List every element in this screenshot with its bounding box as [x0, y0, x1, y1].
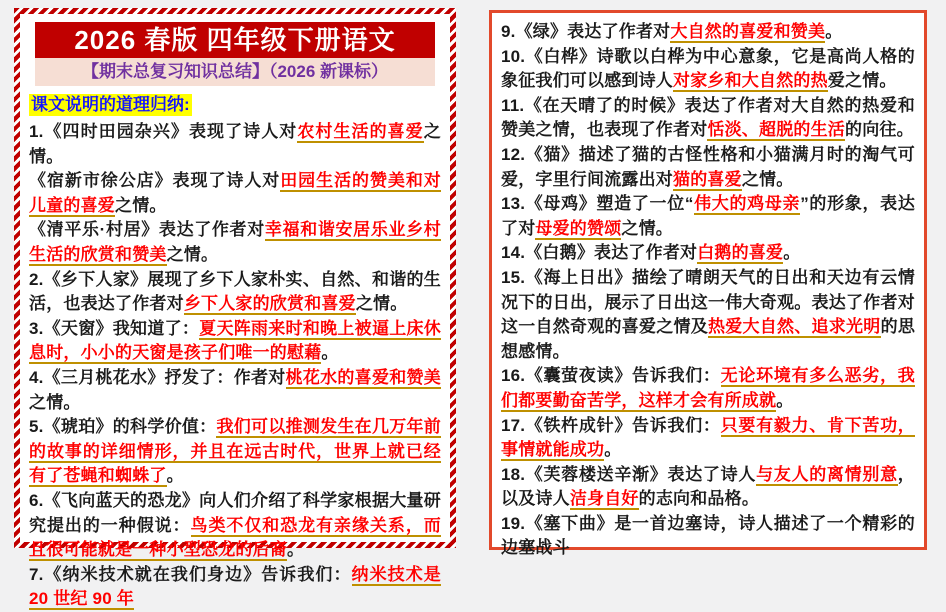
body-text: 的志向和品格。 [638, 489, 760, 509]
emphasized-answer-text: 伟大的鸡母亲 [693, 194, 801, 214]
emphasized-answer-text: 与友人的离情别意 [756, 464, 898, 484]
emphasized-answer-text: 我们可以推测发生在几万年前的故事的详细情形，并且在远古时代，世界上就已经有了苍蝇和蜘蛛了 [29, 417, 441, 486]
emphasized-answer-text: 大自然的喜爱和赞美 [670, 22, 826, 41]
list-item [501, 414, 915, 463]
list-item [501, 143, 915, 192]
body-text: 16.《囊萤夜读》告诉我们： [501, 366, 721, 386]
list-item [29, 268, 441, 317]
list-item [29, 218, 441, 267]
body-text: 。 [825, 22, 843, 41]
list-item [501, 192, 915, 241]
body-text: 18.《芙蓉楼送辛渐》表达了诗人 [501, 464, 757, 484]
emphasized-answer-text: 对家乡和大自然的热 [673, 71, 828, 91]
body-text: 19.《塞下曲》是一首边塞诗，诗人描述了一个精彩的边塞战斗 [501, 513, 915, 558]
emphasized-answer-text: 鸟类不仅和恐龙有亲缘关系，而且很可能就是一种小型恐龙的后裔 [29, 515, 441, 560]
list-item [501, 364, 915, 413]
body-text: ”的形象，表达了对 [501, 194, 916, 238]
list-item [501, 94, 915, 143]
body-text: 《宿新市徐公店》表现了诗人对 [29, 171, 281, 191]
list-item [29, 120, 441, 169]
body-text: 爱之情。 [827, 71, 897, 91]
body-text: 之情。 [115, 195, 167, 215]
list-item [501, 241, 915, 266]
left-page-content [20, 14, 450, 609]
body-text: 之情。 [29, 392, 81, 412]
body-text: 4.《三月桃花水》抒发了：作者对 [29, 367, 286, 387]
emphasized-answer-text: 白鹅的喜爱 [697, 243, 784, 263]
emphasized-answer-text: 只要有毅力、肯下苦功，事情就能成功 [501, 415, 916, 460]
body-text: 5.《琥珀》的科学价值： [29, 417, 217, 437]
body-text: 之情。 [741, 169, 794, 189]
emphasized-answer-text: 乡下人家的欣赏和喜爱 [183, 294, 356, 314]
list-item [29, 317, 441, 366]
body-text: 12.《猫》描述了猫的古怪性格和小猫满月时的淘气可爱，字里行间流露出对 [501, 144, 915, 189]
emphasized-answer-text: 母爱的赞颂 [535, 218, 622, 238]
emphasized-answer-text: 无论环境有多么恶劣，我们都要勤奋苦学，这样才会有所成就 [501, 366, 916, 410]
body-text: 17.《铁杵成针》告诉我们： [501, 415, 721, 435]
body-text: ，以及诗人 [501, 464, 915, 509]
body-text: 之情。 [355, 294, 408, 314]
body-text: 之情。 [166, 244, 219, 264]
list-item [501, 20, 915, 45]
body-text: 2.《乡下人家》展现了乡下人家朴实、自然、和谐的生活，也表达了作者对 [29, 269, 441, 314]
body-text: 之情。 [29, 122, 441, 166]
emphasized-answer-text: 洁身自好 [569, 489, 639, 509]
list-item [29, 169, 441, 218]
list-item [29, 415, 441, 489]
emphasized-answer-text: 恬淡、超脱的生活 [707, 120, 846, 140]
right-paragraph-list [501, 20, 915, 561]
list-item [501, 266, 915, 364]
body-text: 。 [166, 466, 184, 486]
body-text: 1.《四时田园杂兴》表现了诗人对 [29, 122, 298, 141]
emphasized-answer-text: 桃花水的喜爱和赞美 [285, 367, 441, 387]
emphasized-answer-text: 幸福和谐安居乐业乡村生活的欣赏和赞美 [29, 220, 441, 264]
section-heading: 课文说明的道理归纳: [31, 95, 190, 114]
body-text: 10.《白桦》诗歌以白桦为中心意象，它是高尚人格的象征我们可以感到诗人 [501, 46, 915, 91]
body-text: 。 [321, 343, 339, 363]
body-text: 的向往。 [845, 120, 914, 140]
list-item [29, 563, 441, 612]
subtitle-strip: 【期末总复习知识总结】（2026 新课标） [35, 58, 435, 86]
section-heading-row [29, 94, 441, 118]
body-text: 。 [783, 243, 801, 263]
body-text: 。 [776, 390, 794, 410]
emphasized-answer-text: 纳米技术是 20 世纪 90 年 [29, 564, 442, 609]
emphasized-answer-text: 农村生活的喜爱 [297, 122, 424, 141]
body-text: 14.《白鹅》表达了作者对 [501, 243, 698, 263]
emphasized-answer-text: 猫的喜爱 [673, 169, 742, 189]
title-banner: 2026 春版 四年级下册语文 [35, 22, 435, 58]
body-text: 7.《纳米技术就在我们身边》告诉我们： [29, 564, 352, 584]
body-text: 3.《天窗》我知道了： [29, 318, 200, 338]
list-item [501, 45, 915, 94]
list-item [501, 512, 915, 561]
body-text: 11.《在天晴了的时候》表达了作者对大自然的热爱和赞美之情，也表现了作者对 [501, 95, 915, 140]
left-page [14, 8, 456, 609]
body-text: 13.《母鸡》塑造了一位“ [501, 194, 694, 214]
emphasized-answer-text: 夏天阵雨来时和晚上被逼上床休息时，小小的天窗是孩子们唯一的慰藉 [29, 318, 441, 363]
list-item [501, 463, 915, 512]
body-text: 之情。 [621, 218, 674, 238]
body-text: 。 [604, 440, 622, 460]
list-item [29, 489, 441, 563]
body-text: 9.《绿》表达了作者对 [501, 22, 671, 41]
emphasized-answer-text: 热爱大自然、追求光明 [708, 317, 881, 337]
body-text: 6.《飞向蓝天的恐龙》向人们介绍了科学家根据大量研究提出的一种假说： [29, 490, 441, 535]
right-page [489, 10, 927, 558]
body-text: 《清平乐·村居》表达了作者对 [29, 220, 265, 240]
body-text: 15.《海上日出》描绘了晴朗天气的日出和天边有云情况下的日出，展示了日出这一伟大奇观。表达了作者对这一自然奇观的喜爱之情及 [501, 267, 915, 337]
body-text: 的思想感情。 [501, 317, 916, 361]
body-text: 。 [287, 540, 305, 560]
left-paragraph-list [29, 120, 441, 612]
emphasized-answer-text: 田园生活的赞美和对儿童的喜爱 [29, 171, 441, 215]
list-item [29, 366, 441, 415]
